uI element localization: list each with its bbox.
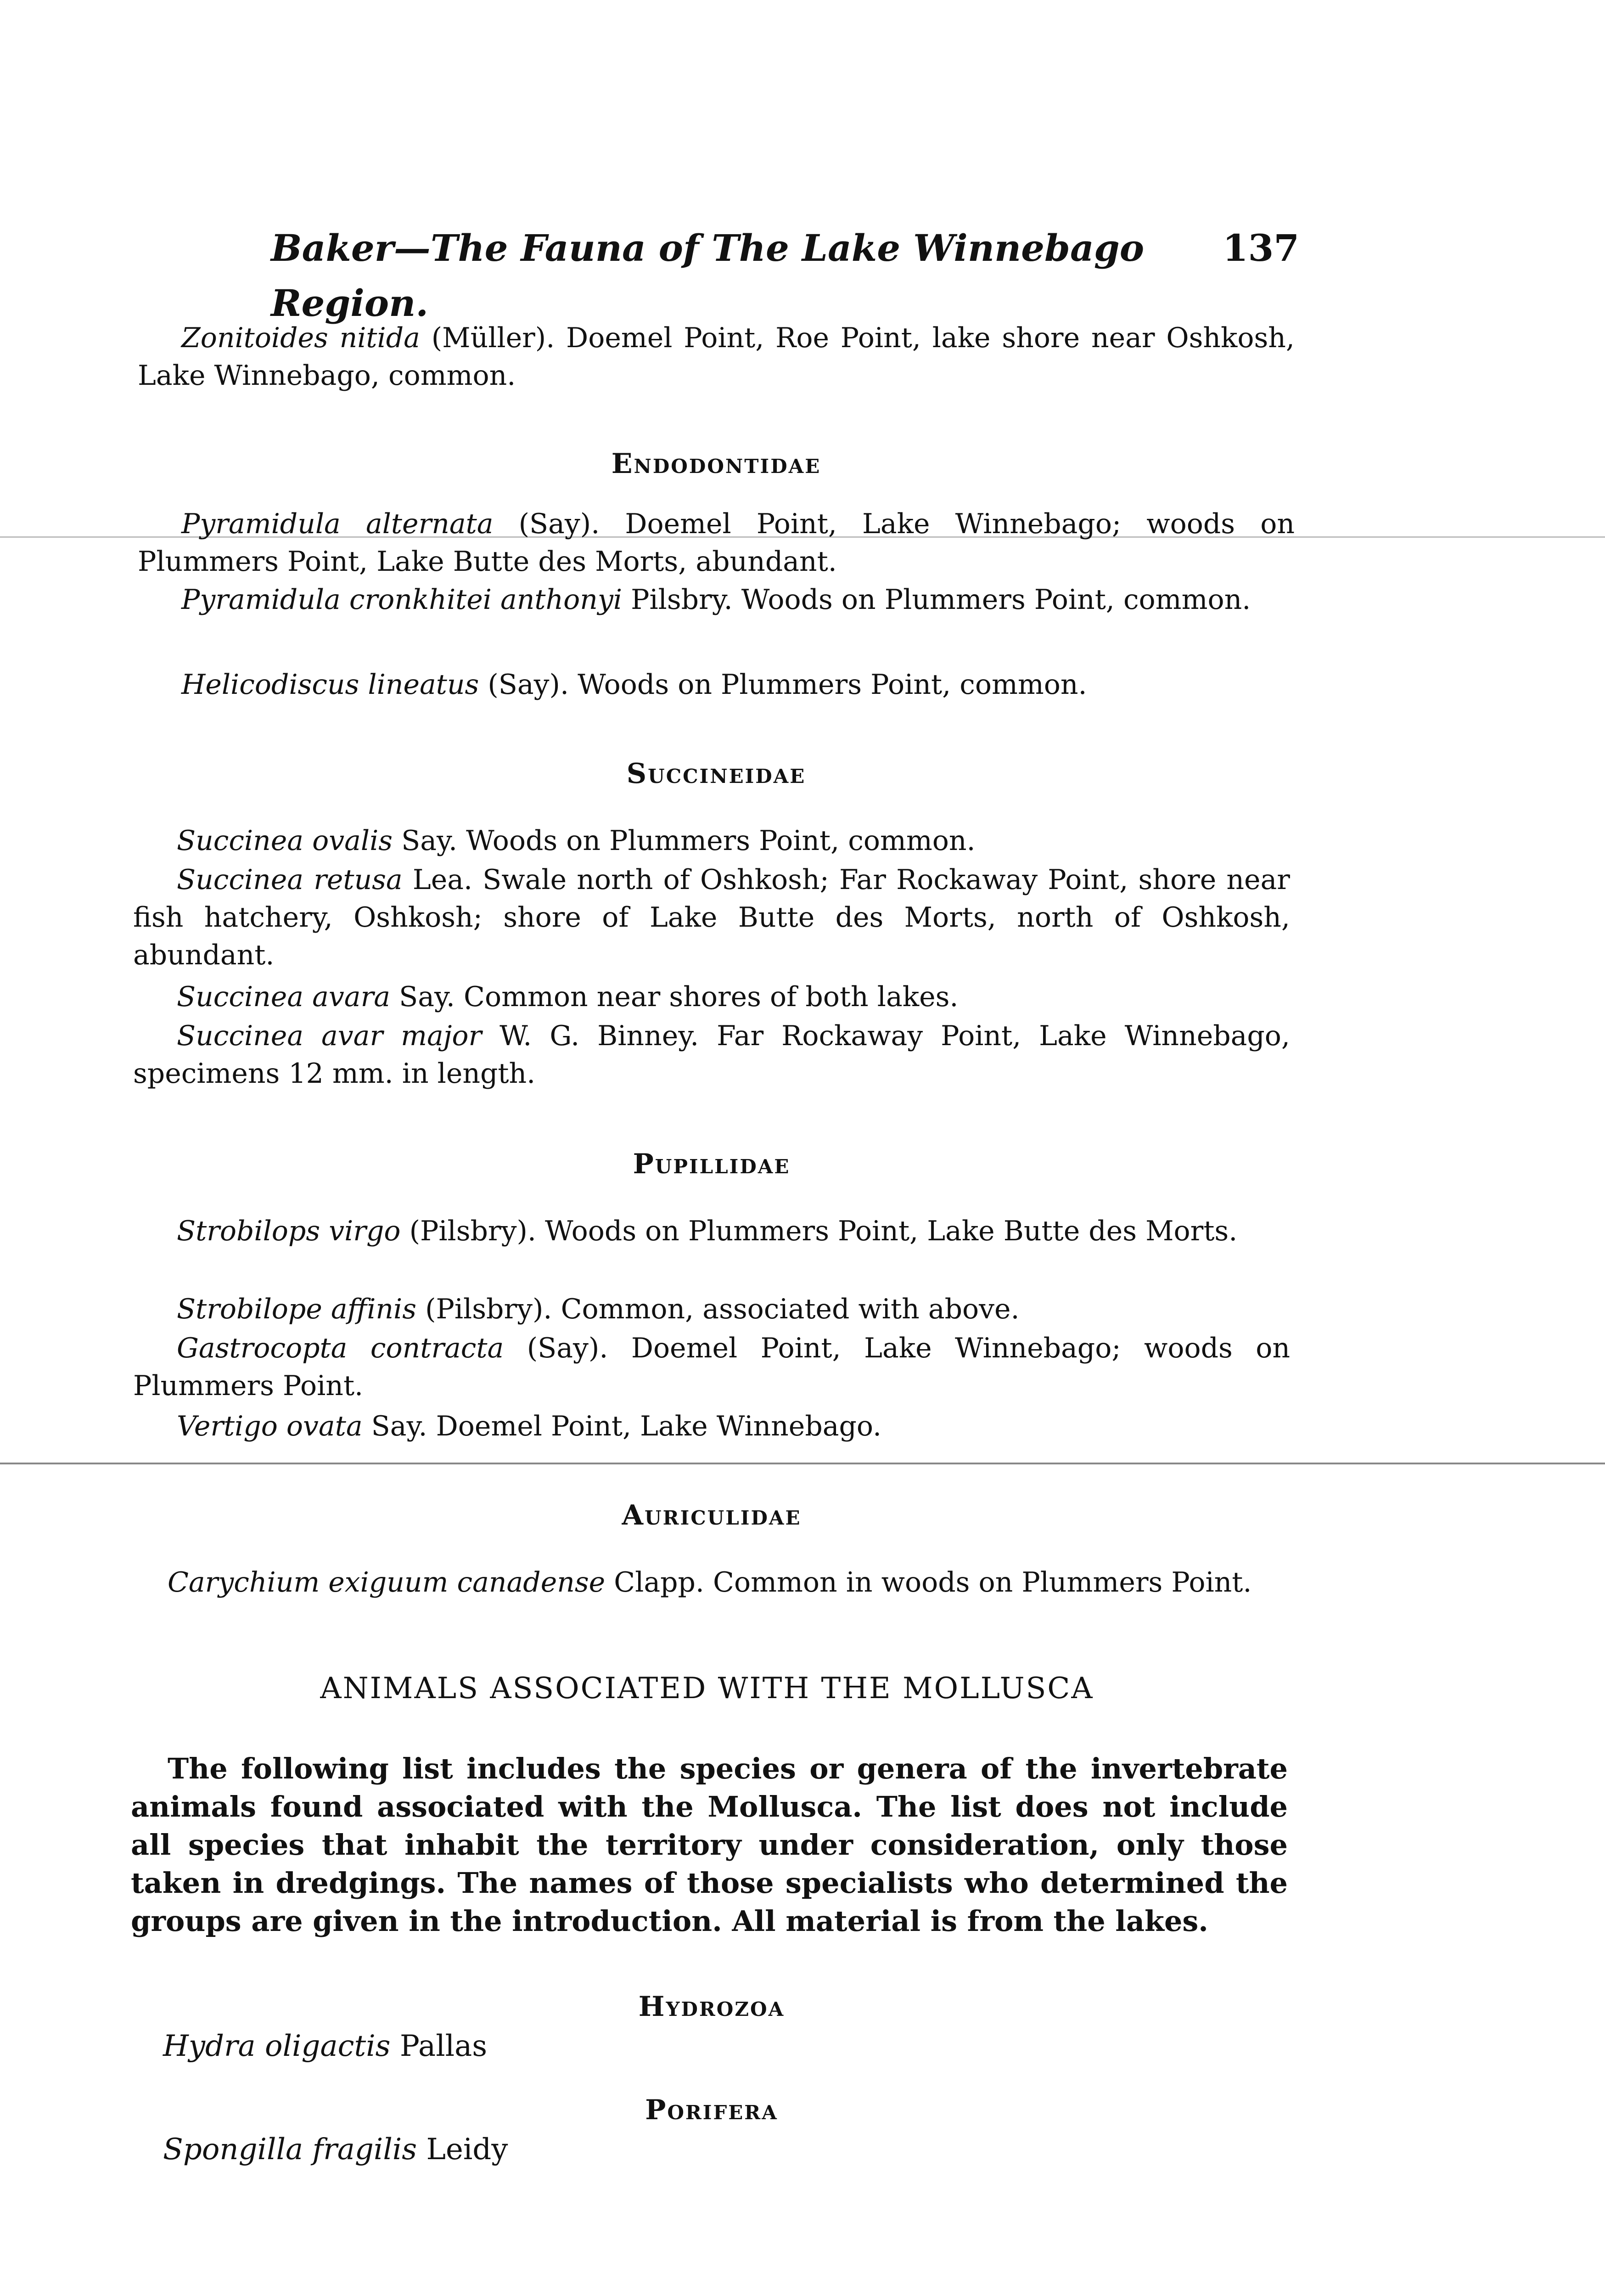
species-locality: (Say). Woods on Plummers Point, common. (479, 669, 1087, 701)
family-heading-succineidae: Succineidae (626, 758, 806, 790)
species-entry (124, 1564, 1281, 1601)
species-entry (133, 1212, 1290, 1250)
scan-fold-line (0, 1463, 1605, 1464)
page-number: 137 (1223, 226, 1299, 270)
species-locality: W. G. Binney. Far Rockaway Point, Lake Winnebago, specimens 12 mm. in length. (133, 1020, 1290, 1090)
species-name: Strobilops virgo (177, 1215, 401, 1247)
species-locality: (Müller). Doemel Point, Roe Point, lake shore near Oshkosh, Lake Winnebago, common. (138, 322, 1295, 392)
species-entry (138, 319, 1295, 394)
species-entry (133, 1017, 1290, 1092)
species-locality: Say. Woods on Plummers Point, common. (393, 825, 976, 857)
species-entry (133, 861, 1290, 974)
species-name: Zonitoides nitida (181, 322, 420, 354)
species-locality: Say. Common near shores of both lakes. (390, 981, 959, 1013)
family-heading-pupillidae: Pupillidae (633, 1148, 791, 1180)
species-entry (163, 2027, 487, 2065)
species-locality: Lea. Swale north of Oshkosh; Far Rockaway Point, shore near fish hatchery, Oshkosh; shore of Lake Butte des Morts, north of Oshkosh, abundant. (133, 864, 1290, 971)
species-name: Helicodiscus lineatus (181, 669, 479, 701)
species-locality: (Pilsbry). Woods on Plummers Point, Lake Butte des Morts. (400, 1215, 1238, 1247)
species-name: Pyramidula alternata (181, 508, 494, 540)
family-heading-hydrozoa: Hydrozoa (638, 1991, 785, 2023)
species-name: Gastrocopta contracta (177, 1332, 504, 1364)
species-authority: Pallas (390, 2029, 488, 2063)
species-entry (138, 666, 1295, 703)
family-heading-porifera: Porifera (645, 2094, 778, 2126)
species-entry (133, 1407, 1290, 1445)
species-name: Strobilope affinis (177, 1293, 417, 1325)
species-name: Vertigo ovata (177, 1410, 363, 1442)
species-authority: Leidy (417, 2133, 508, 2167)
species-name: Spongilla fragilis (163, 2133, 417, 2167)
species-name: Succinea avar major (177, 1020, 482, 1052)
species-entry (138, 581, 1295, 619)
species-name: Succinea retusa (177, 864, 403, 896)
species-locality: Pilsbry. Woods on Plummers Point, common. (622, 584, 1251, 616)
section-title: ANIMALS ASSOCIATED WITH THE MOLLUSCA (320, 1671, 1094, 1705)
species-name: Hydra oligactis (163, 2029, 391, 2063)
section-paragraph: The following list includes the species or genera of the invertebrate animals found associated with the Mollusca. The list does not include all species that inhabit the territory under consideration, only those taken in dredgings. The names of those specialists who determined the groups are given in the introduction. All material is from the lakes. (131, 1752, 1288, 1938)
species-entry (163, 2131, 508, 2168)
species-entry (138, 505, 1295, 580)
species-locality: Say. Doemel Point, Lake Winnebago. (362, 1410, 882, 1442)
species-name: Pyramidula cronkhitei anthonyi (181, 584, 623, 616)
species-name: Succinea ovalis (177, 825, 393, 857)
running-head (271, 220, 1299, 325)
species-entry (133, 822, 1290, 860)
species-name: Carychium exiguum canadense (168, 1566, 606, 1598)
species-locality: (Say). Doemel Point, Lake Winnebago; woods on Plummers Point, Lake Butte des Morts, abundant. (138, 508, 1295, 578)
family-heading-auriculidae: Auriculidae (622, 1499, 802, 1531)
species-locality: (Pilsbry). Common, associated with above. (416, 1293, 1020, 1325)
species-locality: Clapp. Common in woods on Plummers Point. (605, 1566, 1252, 1598)
species-entry (133, 1329, 1290, 1405)
family-heading-endodontidae: Endodontidae (611, 448, 821, 480)
species-entry (133, 978, 1290, 1016)
species-locality: (Say). Doemel Point, Lake Winnebago; woods on Plummers Point. (133, 1332, 1290, 1402)
species-entry (133, 1290, 1290, 1328)
running-head-title: Baker—The Fauna of The Lake Winnebago Region. (271, 226, 1145, 325)
species-name: Succinea avara (177, 981, 391, 1013)
